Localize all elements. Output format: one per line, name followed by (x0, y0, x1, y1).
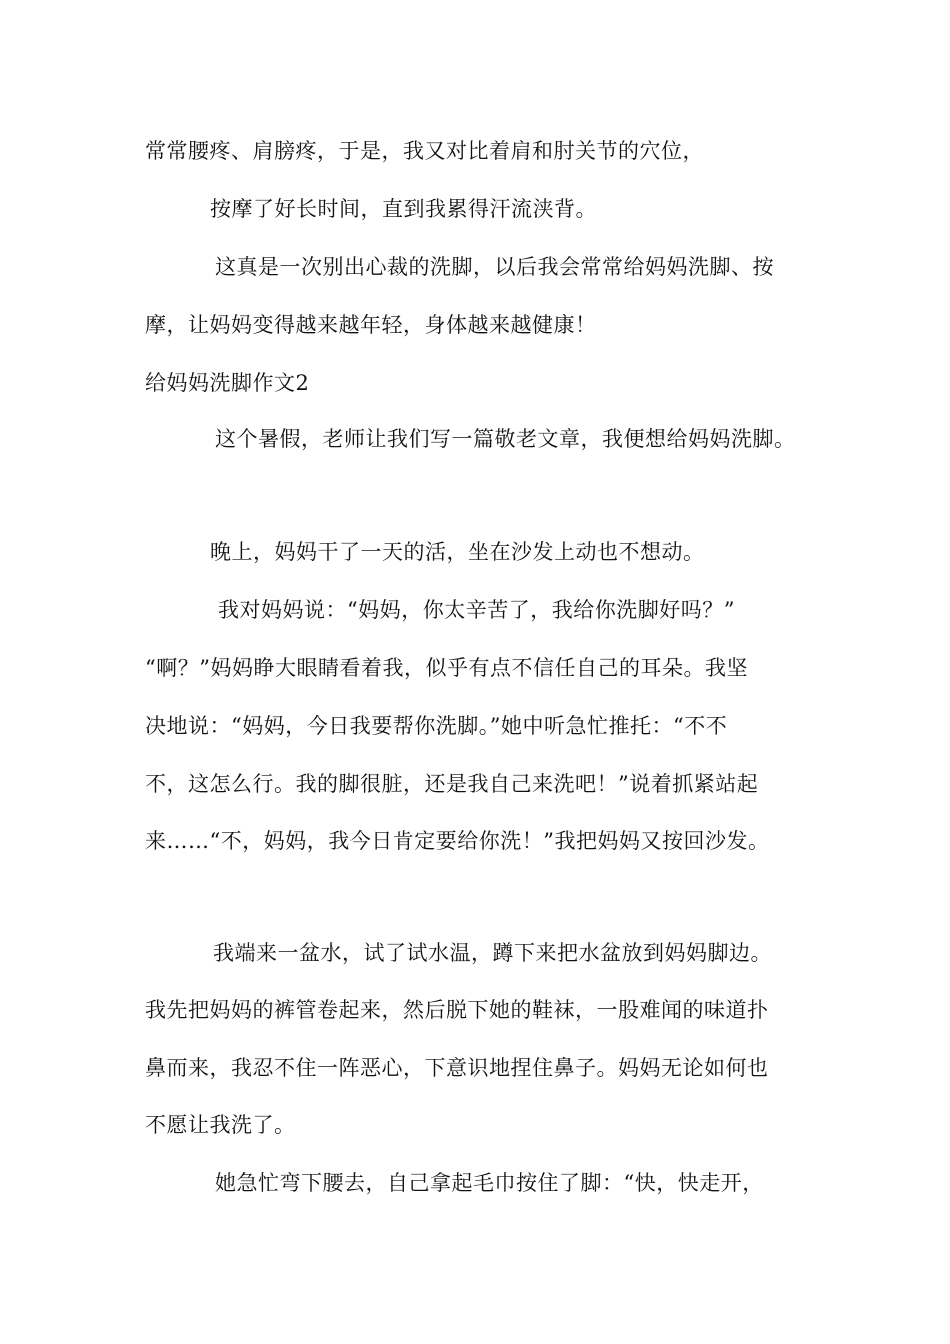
text-line-1: 常常腰疼、肩膀疼，于是，我又对比着肩和肘关节的穴位， (145, 139, 704, 163)
text-line-4: 摩，让妈妈变得越来越年轻，身体越来越健康！ (145, 313, 597, 337)
text-line-12: 来……“不，妈妈，我今日肯定要给你洗！”我把妈妈又按回沙发。 (145, 829, 770, 853)
text-line-9: “啊？”妈妈睁大眼睛看着我，似乎有点不信任自己的耳朵。我坚 (145, 656, 748, 680)
text-line-11: 不，这怎么行。我的脚很脏，还是我自己来洗吧！”说着抓紧站起 (145, 772, 759, 796)
text-line-6: 这个暑假，老师让我们写一篇敬老文章，我便想给妈妈洗脚。 (215, 427, 796, 451)
text-line-8: 我对妈妈说：“妈妈，你太辛苦了，我给你洗脚好吗？” (218, 598, 735, 622)
text-line-10: 决地说：“妈妈，今日我要帮你洗脚。”她中听急忙推托：“不不 (145, 714, 728, 738)
text-line-15: 鼻而来，我忍不住一阵恶心，下意识地捏住鼻子。妈妈无论如何也 (145, 1056, 769, 1080)
section-heading: 给妈妈洗脚作文2 (145, 371, 310, 395)
text-line-16: 不愿让我洗了。 (145, 1113, 296, 1137)
text-line-3: 这真是一次别出心裁的洗脚，以后我会常常给妈妈洗脚、按 (215, 255, 774, 279)
text-line-7: 晚上，妈妈干了一天的活，坐在沙发上动也不想动。 (210, 540, 705, 564)
text-line-13: 我端来一盆水，试了试水温，蹲下来把水盆放到妈妈脚边。 (213, 941, 772, 965)
text-line-2: 按摩了好长时间，直到我累得汗流浃背。 (210, 197, 597, 221)
text-line-14: 我先把妈妈的裤管卷起来，然后脱下她的鞋袜，一股难闻的味道扑 (145, 998, 769, 1022)
text-line-17: 她急忙弯下腰去，自己拿起毛巾按住了脚：“快，快走开， (215, 1171, 764, 1195)
